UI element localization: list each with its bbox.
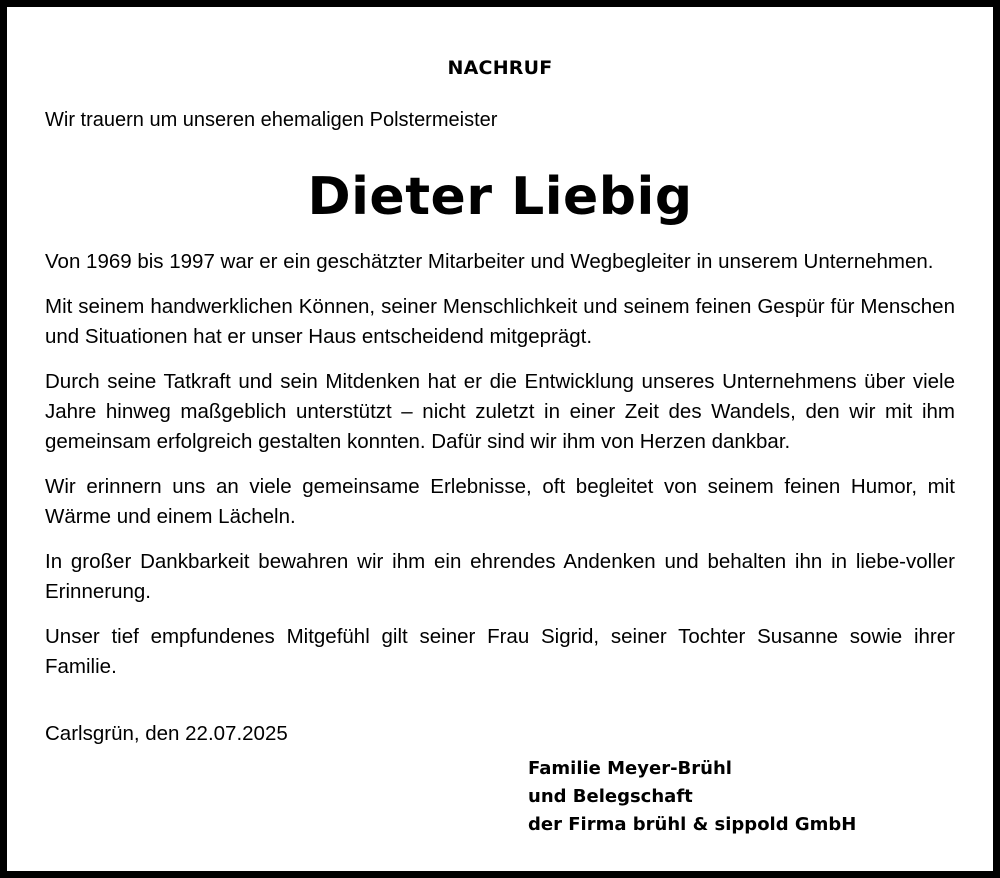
body-paragraph: Von 1969 bis 1997 war er ein geschätzter Mitarbeiter und Wegbegleiter in unserem Unternehmen.	[45, 250, 934, 273]
signature-block	[528, 755, 856, 839]
body-paragraph: In großer Dankbarkeit bewahren wir ihm ein ehrendes Andenken und behalten ihn in liebe-voller Erinnerung.	[45, 550, 955, 603]
place-and-date: Carlsgrün, den 22.07.2025	[45, 722, 288, 745]
body-paragraph: Wir erinnern uns an viele gemeinsame Erlebnisse, oft begleitet von seinem feinen Humor, mit Wärme und einem Lächeln.	[45, 475, 955, 528]
deceased-name: Dieter Liebig	[307, 167, 693, 227]
notice-body	[45, 247, 955, 697]
intro-line: Wir trauern um unseren ehemaligen Polstermeister	[45, 109, 498, 131]
signature-line: Familie Meyer-Brühl	[528, 758, 732, 779]
signature-line: und Belegschaft	[528, 786, 693, 807]
body-paragraph: Mit seinem handwerklichen Können, seiner Menschlichkeit und seinem feinen Gespür für Menschen und Situationen hat er unser Haus entscheidend mitgeprägt.	[45, 295, 955, 348]
notice-heading: NACHRUF	[447, 57, 553, 79]
body-paragraph: Unser tief empfundenes Mitgefühl gilt seiner Frau Sigrid, seiner Tochter Susanne sowie ihrer Familie.	[45, 625, 955, 678]
body-paragraph: Durch seine Tatkraft und sein Mitdenken hat er die Entwicklung unseres Unternehmens über viele Jahre hinweg maßgeblich unterstützt – nicht zuletzt in einer Zeit des Wandels, den wir mit ihm gemeinsam erfolgreich gestalten konnten. Dafür sind wir ihm von Herzen dankbar.	[45, 370, 955, 453]
signature-line: der Firma brühl & sippold GmbH	[528, 814, 857, 835]
